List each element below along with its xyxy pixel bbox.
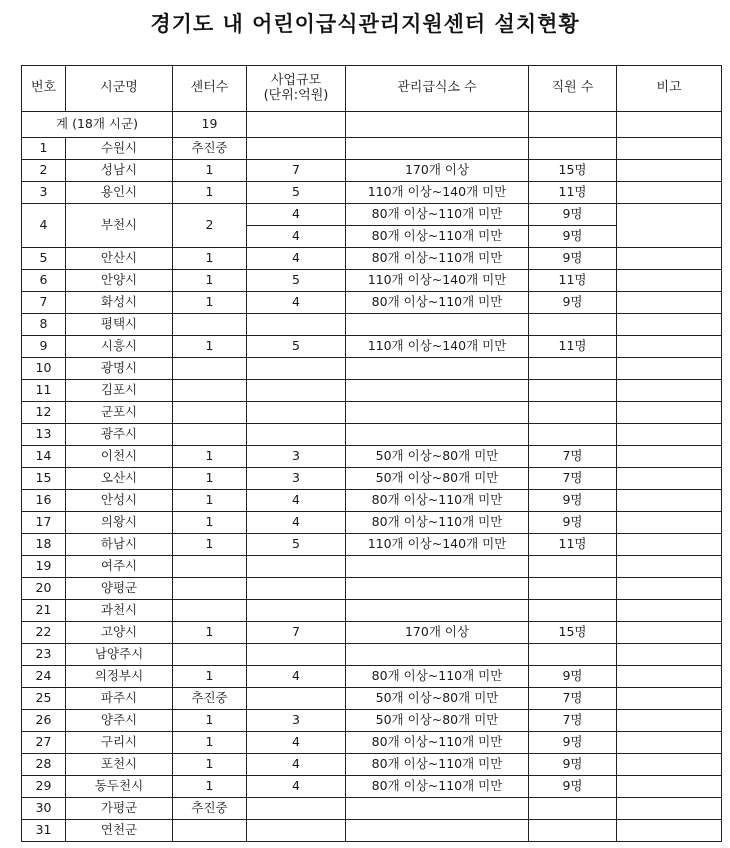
row-facilities: 110개 이상~140개 미만	[346, 534, 529, 556]
header-facilities: 관리급식소 수	[346, 66, 529, 112]
row-note	[617, 204, 722, 248]
row-scale: 5	[247, 534, 346, 556]
row-no: 9	[22, 336, 66, 358]
row-facilities: 80개 이상~110개 미만	[346, 248, 529, 270]
row-name: 수원시	[66, 138, 173, 160]
row-note	[617, 666, 722, 688]
row-scale: 4	[247, 666, 346, 688]
row-staff	[529, 578, 617, 600]
row-centers: 1	[173, 732, 247, 754]
row-note	[617, 798, 722, 820]
table-row	[22, 292, 722, 314]
row-no: 18	[22, 534, 66, 556]
row-facilities: 80개 이상~110개 미만	[346, 754, 529, 776]
row-name: 남양주시	[66, 644, 173, 666]
header-scale-line1: 사업규모	[270, 72, 322, 88]
row-centers: 1	[173, 248, 247, 270]
table-row	[22, 776, 722, 798]
row-name: 안산시	[66, 248, 173, 270]
header-scale	[247, 66, 346, 112]
row-note	[617, 578, 722, 600]
row-no: 23	[22, 644, 66, 666]
row-centers: 1	[173, 754, 247, 776]
row-scale	[247, 798, 346, 820]
row-no: 19	[22, 556, 66, 578]
row-facilities	[346, 798, 529, 820]
row-note	[617, 490, 722, 512]
table-row	[22, 182, 722, 204]
table-row	[22, 138, 722, 160]
row-staff: 9명	[529, 512, 617, 534]
row-centers: 1	[173, 710, 247, 732]
row-name: 과천시	[66, 600, 173, 622]
row-no: 31	[22, 820, 66, 842]
row-facilities: 50개 이상~80개 미만	[346, 710, 529, 732]
row-no: 13	[22, 424, 66, 446]
row-note	[617, 336, 722, 358]
row-name: 구리시	[66, 732, 173, 754]
row-facilities: 80개 이상~110개 미만	[346, 490, 529, 512]
row-scale: 4	[247, 292, 346, 314]
table-row	[22, 160, 722, 182]
row-facilities: 110개 이상~140개 미만	[346, 270, 529, 292]
row-facilities: 80개 이상~110개 미만	[346, 204, 529, 226]
table-row	[22, 710, 722, 732]
row-note	[617, 468, 722, 490]
row-scale: 3	[247, 468, 346, 490]
row-scale: 4	[247, 226, 346, 248]
row-facilities: 110개 이상~140개 미만	[346, 182, 529, 204]
row-staff: 7명	[529, 468, 617, 490]
row-staff	[529, 556, 617, 578]
row-scale: 4	[247, 490, 346, 512]
table-row	[22, 270, 722, 292]
table-row	[22, 446, 722, 468]
table-row	[22, 204, 722, 226]
row-scale	[247, 578, 346, 600]
row-staff: 9명	[529, 732, 617, 754]
row-staff: 9명	[529, 204, 617, 226]
row-note	[617, 380, 722, 402]
total-centers: 19	[173, 112, 247, 138]
table-header-row	[22, 66, 722, 112]
row-facilities: 50개 이상~80개 미만	[346, 446, 529, 468]
row-scale	[247, 644, 346, 666]
header-no: 번호	[22, 66, 66, 112]
row-scale: 5	[247, 182, 346, 204]
row-staff: 9명	[529, 490, 617, 512]
row-no: 5	[22, 248, 66, 270]
page-title: 경기도 내 어린이급식관리지원센터 설치현황	[150, 12, 580, 36]
table-row	[22, 380, 722, 402]
row-centers: 1	[173, 160, 247, 182]
row-scale: 7	[247, 160, 346, 182]
table-row	[22, 622, 722, 644]
row-no: 21	[22, 600, 66, 622]
total-label: 계 (18개 시군)	[22, 112, 173, 138]
row-centers	[173, 380, 247, 402]
row-staff	[529, 798, 617, 820]
total-note	[617, 112, 722, 138]
table-row	[22, 468, 722, 490]
row-centers	[173, 644, 247, 666]
row-no: 12	[22, 402, 66, 424]
table-row	[22, 798, 722, 820]
row-name: 안성시	[66, 490, 173, 512]
row-no: 4	[22, 204, 66, 248]
row-facilities: 170개 이상	[346, 622, 529, 644]
row-centers: 1	[173, 468, 247, 490]
row-scale	[247, 820, 346, 842]
table-row	[22, 402, 722, 424]
row-scale: 5	[247, 336, 346, 358]
row-staff: 9명	[529, 776, 617, 798]
row-name: 고양시	[66, 622, 173, 644]
row-centers: 2	[173, 204, 247, 248]
row-scale: 4	[247, 248, 346, 270]
table-row	[22, 578, 722, 600]
row-centers: 추진중	[173, 798, 247, 820]
row-name: 의왕시	[66, 512, 173, 534]
row-staff	[529, 424, 617, 446]
row-scale	[247, 314, 346, 336]
total-scale	[247, 112, 346, 138]
row-no: 30	[22, 798, 66, 820]
header-name: 시군명	[66, 66, 173, 112]
row-centers	[173, 820, 247, 842]
installation-status-table	[21, 65, 722, 842]
table-row	[22, 512, 722, 534]
row-name: 파주시	[66, 688, 173, 710]
row-scale: 3	[247, 446, 346, 468]
row-centers	[173, 424, 247, 446]
row-note	[617, 402, 722, 424]
row-facilities	[346, 644, 529, 666]
row-facilities: 50개 이상~80개 미만	[346, 468, 529, 490]
row-centers	[173, 402, 247, 424]
row-scale	[247, 688, 346, 710]
row-note	[617, 270, 722, 292]
row-staff: 7명	[529, 446, 617, 468]
row-note	[617, 754, 722, 776]
total-row	[22, 112, 722, 138]
table-row	[22, 336, 722, 358]
row-scale: 4	[247, 512, 346, 534]
row-facilities	[346, 402, 529, 424]
row-no: 16	[22, 490, 66, 512]
row-name: 평택시	[66, 314, 173, 336]
row-staff: 7명	[529, 710, 617, 732]
table-row	[22, 490, 722, 512]
row-facilities	[346, 314, 529, 336]
row-staff: 15명	[529, 622, 617, 644]
table-row	[22, 314, 722, 336]
row-staff	[529, 358, 617, 380]
row-no: 17	[22, 512, 66, 534]
row-name: 동두천시	[66, 776, 173, 798]
row-scale: 7	[247, 622, 346, 644]
row-scale	[247, 556, 346, 578]
row-facilities: 170개 이상	[346, 160, 529, 182]
row-no: 7	[22, 292, 66, 314]
row-name: 용인시	[66, 182, 173, 204]
header-scale-line2: (단위:억원)	[263, 87, 329, 103]
total-facilities	[346, 112, 529, 138]
row-staff: 9명	[529, 226, 617, 248]
row-note	[617, 314, 722, 336]
row-note	[617, 600, 722, 622]
row-note	[617, 732, 722, 754]
row-no: 22	[22, 622, 66, 644]
row-staff: 9명	[529, 292, 617, 314]
row-facilities: 50개 이상~80개 미만	[346, 688, 529, 710]
table-row	[22, 820, 722, 842]
table-row	[22, 248, 722, 270]
row-note	[617, 138, 722, 160]
row-staff	[529, 820, 617, 842]
row-note	[617, 644, 722, 666]
row-centers: 1	[173, 446, 247, 468]
row-note	[617, 776, 722, 798]
row-no: 25	[22, 688, 66, 710]
row-facilities	[346, 556, 529, 578]
row-scale: 5	[247, 270, 346, 292]
row-note	[617, 358, 722, 380]
row-note	[617, 688, 722, 710]
row-facilities: 80개 이상~110개 미만	[346, 226, 529, 248]
row-centers	[173, 578, 247, 600]
row-note	[617, 424, 722, 446]
row-note	[617, 820, 722, 842]
row-staff	[529, 600, 617, 622]
row-note	[617, 534, 722, 556]
row-no: 3	[22, 182, 66, 204]
header-centers: 센터수	[173, 66, 247, 112]
row-staff	[529, 380, 617, 402]
row-staff: 9명	[529, 248, 617, 270]
row-staff: 11명	[529, 270, 617, 292]
row-note	[617, 248, 722, 270]
total-staff	[529, 112, 617, 138]
row-note	[617, 292, 722, 314]
row-scale: 4	[247, 204, 346, 226]
row-staff	[529, 402, 617, 424]
row-facilities: 80개 이상~110개 미만	[346, 666, 529, 688]
row-scale	[247, 138, 346, 160]
row-facilities	[346, 600, 529, 622]
row-facilities	[346, 358, 529, 380]
row-facilities: 110개 이상~140개 미만	[346, 336, 529, 358]
row-no: 27	[22, 732, 66, 754]
row-centers: 1	[173, 182, 247, 204]
row-facilities	[346, 578, 529, 600]
row-scale	[247, 600, 346, 622]
row-note	[617, 512, 722, 534]
row-scale	[247, 424, 346, 446]
row-facilities: 80개 이상~110개 미만	[346, 292, 529, 314]
row-centers	[173, 314, 247, 336]
row-no: 11	[22, 380, 66, 402]
row-facilities: 80개 이상~110개 미만	[346, 512, 529, 534]
row-name: 광주시	[66, 424, 173, 446]
row-no: 6	[22, 270, 66, 292]
row-centers: 1	[173, 490, 247, 512]
row-name: 이천시	[66, 446, 173, 468]
row-scale	[247, 358, 346, 380]
row-name: 여주시	[66, 556, 173, 578]
row-centers: 추진중	[173, 688, 247, 710]
row-centers	[173, 556, 247, 578]
row-name: 의정부시	[66, 666, 173, 688]
table-row	[22, 424, 722, 446]
table-body	[22, 112, 722, 842]
row-name: 양주시	[66, 710, 173, 732]
table-row	[22, 358, 722, 380]
table-row	[22, 534, 722, 556]
row-name: 부천시	[66, 204, 173, 248]
row-name: 군포시	[66, 402, 173, 424]
row-centers: 1	[173, 512, 247, 534]
row-staff	[529, 138, 617, 160]
row-staff	[529, 314, 617, 336]
row-note	[617, 622, 722, 644]
row-name: 화성시	[66, 292, 173, 314]
row-centers: 1	[173, 622, 247, 644]
row-staff: 7명	[529, 688, 617, 710]
row-name: 시흥시	[66, 336, 173, 358]
row-no: 8	[22, 314, 66, 336]
row-staff: 11명	[529, 336, 617, 358]
table-row	[22, 732, 722, 754]
row-staff	[529, 644, 617, 666]
row-centers	[173, 358, 247, 380]
row-centers: 1	[173, 666, 247, 688]
row-facilities	[346, 820, 529, 842]
row-name: 성남시	[66, 160, 173, 182]
row-centers: 1	[173, 336, 247, 358]
row-note	[617, 160, 722, 182]
row-no: 2	[22, 160, 66, 182]
header-staff: 직원 수	[529, 66, 617, 112]
row-scale	[247, 402, 346, 424]
row-scale: 3	[247, 710, 346, 732]
row-no: 1	[22, 138, 66, 160]
row-staff: 9명	[529, 754, 617, 776]
row-facilities: 80개 이상~110개 미만	[346, 776, 529, 798]
row-name: 안양시	[66, 270, 173, 292]
table-row	[22, 600, 722, 622]
row-note	[617, 556, 722, 578]
row-note	[617, 182, 722, 204]
row-no: 10	[22, 358, 66, 380]
header-note: 비고	[617, 66, 722, 112]
row-scale: 4	[247, 754, 346, 776]
row-centers: 추진중	[173, 138, 247, 160]
table-row	[22, 666, 722, 688]
row-facilities	[346, 424, 529, 446]
row-no: 14	[22, 446, 66, 468]
row-note	[617, 710, 722, 732]
row-name: 포천시	[66, 754, 173, 776]
row-facilities	[346, 380, 529, 402]
row-no: 29	[22, 776, 66, 798]
row-scale: 4	[247, 732, 346, 754]
row-name: 양평군	[66, 578, 173, 600]
row-name: 김포시	[66, 380, 173, 402]
row-name: 하남시	[66, 534, 173, 556]
row-facilities: 80개 이상~110개 미만	[346, 732, 529, 754]
row-name: 연천군	[66, 820, 173, 842]
table-row	[22, 688, 722, 710]
row-staff: 9명	[529, 666, 617, 688]
row-no: 28	[22, 754, 66, 776]
row-scale	[247, 380, 346, 402]
row-no: 26	[22, 710, 66, 732]
row-centers: 1	[173, 270, 247, 292]
row-staff: 11명	[529, 534, 617, 556]
table-row	[22, 556, 722, 578]
row-name: 오산시	[66, 468, 173, 490]
row-no: 20	[22, 578, 66, 600]
row-centers: 1	[173, 534, 247, 556]
row-no: 15	[22, 468, 66, 490]
row-scale: 4	[247, 776, 346, 798]
row-no: 24	[22, 666, 66, 688]
row-facilities	[346, 138, 529, 160]
row-note	[617, 446, 722, 468]
row-name: 광명시	[66, 358, 173, 380]
row-name: 가평군	[66, 798, 173, 820]
row-staff: 11명	[529, 182, 617, 204]
table-row	[22, 754, 722, 776]
table-row	[22, 644, 722, 666]
row-staff: 15명	[529, 160, 617, 182]
row-centers: 1	[173, 292, 247, 314]
row-centers: 1	[173, 776, 247, 798]
row-centers	[173, 600, 247, 622]
